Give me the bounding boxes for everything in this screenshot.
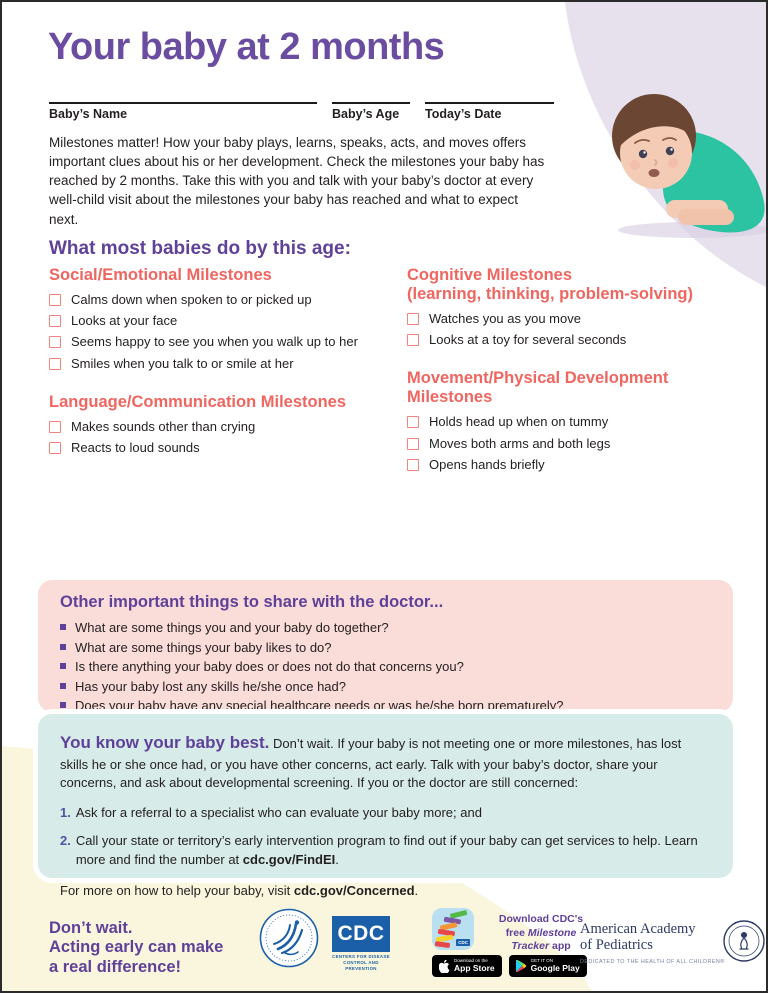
milestone-label: Moves both arms and both legs — [429, 435, 611, 451]
more-help-line — [60, 882, 711, 901]
milestone-item — [49, 334, 401, 350]
milestone-label: Makes sounds other than crying — [71, 418, 256, 434]
milestones-left-column — [49, 266, 401, 494]
square-bullet-icon — [60, 663, 66, 669]
findei-link[interactable]: cdc.gov/FindEI — [242, 852, 336, 868]
milestone-checkbox[interactable] — [49, 336, 61, 348]
milestone-label: Watches you as you move — [429, 310, 581, 326]
movement-physical-heading: Movement/Physical Development Milestones — [407, 369, 669, 407]
todays-date-label: Today’s Date — [425, 107, 502, 121]
share-with-doctor-heading: Other important things to share with the doctor... — [60, 593, 444, 611]
cdc-sub-line2: CONTROL AND PREVENTION — [343, 959, 379, 971]
doctor-question — [60, 657, 711, 677]
page-title: Your baby at 2 months — [48, 26, 445, 68]
more-help-pre: For more on how to help your baby, visit — [60, 882, 294, 898]
cognitive-heading — [407, 266, 739, 304]
milestone-checkbox[interactable] — [49, 294, 61, 306]
milestone-checkbox[interactable] — [407, 313, 419, 325]
aap-tagline: DEDICATED TO THE HEALTH OF ALL CHILDREN® — [580, 959, 725, 966]
square-bullet-icon — [60, 702, 66, 708]
app-promo-line2-pre: free — [505, 926, 528, 939]
google-play-icon — [516, 960, 527, 972]
more-help-post: . — [414, 882, 419, 898]
aap-name-line1: American Academy — [580, 921, 696, 937]
app-icon-cdc-chip: CDC — [458, 940, 468, 945]
step-number: 2. — [60, 833, 71, 849]
app-promo-line1: Download CDC's — [498, 913, 584, 925]
cdc-logo-acronym: CDC — [332, 916, 390, 952]
milestone-item — [407, 436, 739, 452]
google-play-badge[interactable] — [509, 955, 587, 977]
act-early-step-1 — [60, 804, 711, 823]
milestone-label: Seems happy to see you when you walk up to her — [71, 334, 358, 350]
doctor-question — [60, 618, 711, 638]
tagline-line3: a real difference! — [49, 957, 182, 976]
apple-icon — [439, 960, 450, 973]
hhs-logo — [258, 907, 320, 969]
doctor-question — [60, 638, 711, 658]
milestone-label: Reacts to loud sounds — [71, 440, 200, 456]
milestone-checkbox[interactable] — [49, 358, 61, 370]
milestone-label: Looks at your face — [71, 313, 178, 329]
doctor-question — [60, 696, 711, 716]
cognitive-list — [407, 311, 739, 349]
doctor-question — [60, 677, 711, 697]
form-fields — [49, 102, 554, 121]
act-early-paragraph — [60, 731, 711, 793]
milestone-item — [407, 414, 739, 430]
act-early-body: Don’t wait. If your baby is not meeting one or more milestones, has lost skills he or she once had, or you have other concerns, act early. Talk with your baby’s doctor, share your concerns, and ask about developmental screening. If you or the doctor are still concerned: — [60, 736, 682, 791]
movement-physical-list — [407, 414, 739, 473]
aap-logo-block — [580, 921, 766, 965]
milestone-checkbox[interactable] — [407, 438, 419, 450]
share-with-doctor-box — [38, 580, 733, 712]
cdc-sub-line1: CENTERS FOR DISEASE — [332, 954, 390, 959]
milestone-item — [49, 292, 401, 308]
step-number: 1. — [60, 805, 71, 821]
app-store-badge[interactable] — [432, 955, 502, 977]
doctor-question-text: What are some things your baby likes to do? — [75, 639, 332, 655]
cdc-logo-subtext — [332, 954, 390, 972]
step-text-post: . — [335, 852, 339, 868]
doctor-question-text: Does your baby have any special healthcare needs or was he/she born prematurely? — [75, 698, 564, 713]
babys-name-label: Baby’s Name — [49, 107, 128, 121]
milestone-item — [49, 356, 401, 372]
milestone-label: Holds head up when on tummy — [429, 414, 609, 430]
social-emotional-list — [49, 292, 401, 372]
step-text — [76, 832, 711, 870]
milestone-checkbox[interactable] — [407, 334, 419, 346]
cognitive-heading-line2: (learning, thinking, problem-solving) — [407, 284, 694, 303]
milestone-item — [407, 311, 739, 327]
footer-tagline — [49, 919, 223, 977]
milestones-columns — [49, 266, 739, 494]
square-bullet-icon — [60, 624, 66, 630]
milestone-item — [49, 313, 401, 329]
babys-age-field[interactable] — [332, 102, 410, 121]
cognitive-heading-line1: Cognitive Milestones — [407, 266, 573, 284]
app-store-badges — [432, 955, 587, 977]
milestone-item — [407, 332, 739, 348]
act-early-box — [38, 714, 733, 898]
babys-age-label: Baby’s Age — [332, 107, 400, 121]
milestone-label: Calms down when spoken to or picked up — [71, 291, 312, 307]
doctor-question-text: What are some things you and your baby do together? — [75, 620, 389, 635]
step-text: Ask for a referral to a specialist who can evaluate your baby more; and — [75, 805, 482, 821]
milestone-label: Looks at a toy for several seconds — [429, 332, 627, 348]
square-bullet-icon — [60, 683, 66, 689]
cdc-logo — [332, 916, 390, 972]
milestone-tracker-app-icon — [432, 908, 474, 950]
milestones-right-column — [407, 266, 739, 494]
square-bullet-icon — [60, 644, 66, 650]
milestone-checkbox[interactable] — [49, 315, 61, 327]
app-promo-line2-italic: Milestone — [527, 926, 577, 939]
step-text-pre: Call your state or territory’s early intervention program to find out if your baby can get services to help. Learn more and find the number at — [75, 833, 698, 868]
act-early-lead: You know your baby best. — [60, 733, 270, 752]
google-play-badge-top: GET IT ON — [530, 957, 553, 963]
milestone-checkbox[interactable] — [407, 416, 419, 428]
todays-date-field[interactable] — [425, 102, 554, 121]
milestone-checkbox[interactable] — [49, 442, 61, 454]
milestone-item — [49, 440, 401, 456]
milestone-item — [49, 419, 401, 435]
language-communication-list — [49, 419, 401, 457]
milestone-item — [407, 457, 739, 473]
tagline-line1: Don’t wait. — [49, 919, 133, 937]
language-communication-heading: Language/Communication Milestones — [49, 392, 347, 411]
app-store-badge-top: Download on the — [454, 957, 488, 963]
act-early-step-2 — [60, 832, 711, 870]
social-emotional-heading: Social/Emotional Milestones — [49, 266, 272, 284]
doctor-question-text: Has your baby lost any skills he/she once had? — [75, 678, 346, 694]
google-play-badge-bottom: Google Play — [530, 962, 580, 973]
aap-name-line2: of Pediatrics — [580, 937, 653, 954]
aap-seal-icon — [722, 919, 766, 963]
concerned-link[interactable]: cdc.gov/Concerned — [293, 882, 415, 898]
intro-paragraph: Milestones matter! How your baby plays, learns, speaks, acts, and moves offers important clues about his or her development. Check the milestones your baby has reached by 2 months. Take this with you and talk with your baby’s doctor at every well-child visit about the milestones your baby has reached and what to expect next. — [49, 135, 545, 227]
doctor-question-text: Is there anything your baby does or does not do that concerns you? — [75, 659, 464, 674]
milestone-checkbox[interactable] — [407, 459, 419, 471]
babys-name-field[interactable] — [49, 102, 317, 121]
milestone-checkbox[interactable] — [49, 421, 61, 433]
milestone-label: Opens hands briefly — [429, 456, 545, 472]
app-store-badge-bottom: App Store — [454, 962, 495, 973]
app-promo-line3-post: app — [549, 940, 571, 953]
milestones-overview-heading: What most babies do by this age: — [49, 238, 351, 259]
milestone-label: Smiles when you talk to or smile at her — [71, 355, 294, 371]
tagline-line2: Acting early can make — [49, 938, 224, 957]
app-promo-line3-italic: Tracker — [511, 940, 550, 953]
